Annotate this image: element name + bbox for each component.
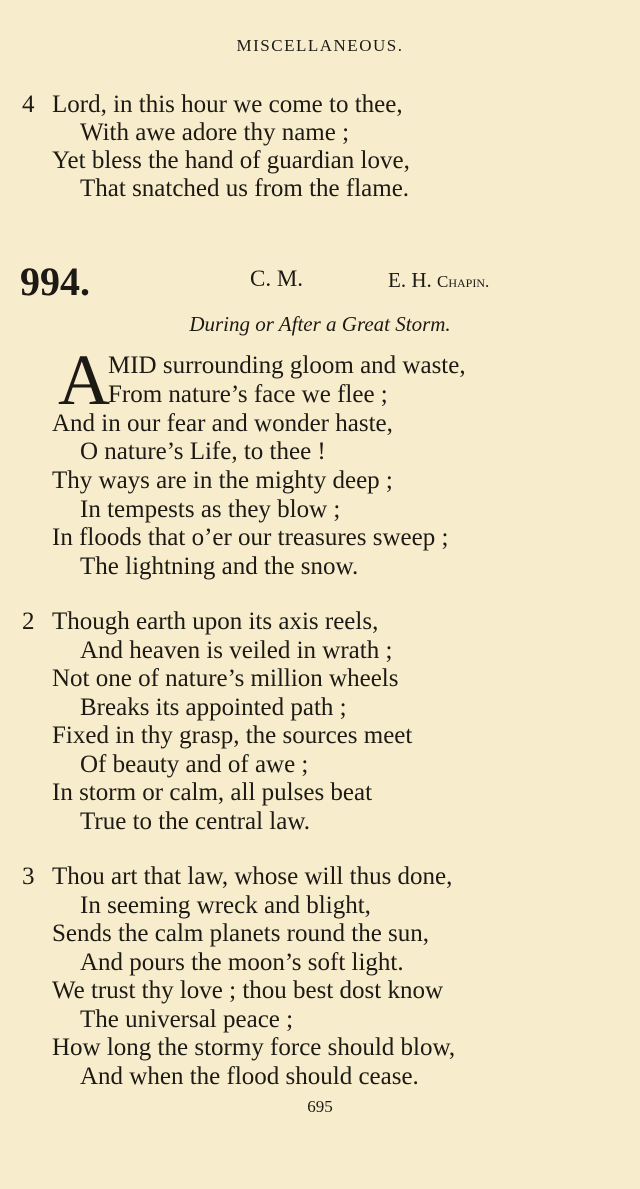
verse-line: True to the central law. bbox=[80, 808, 311, 835]
verse-line: O nature’s Life, to thee ! bbox=[80, 438, 326, 465]
stanza-number: 3 bbox=[22, 863, 35, 890]
hymn-meter: C. M. bbox=[250, 266, 304, 291]
verse-line: We trust thy love ; thou best dost know bbox=[52, 977, 444, 1004]
verse-line: Not one of nature’s million wheels bbox=[52, 665, 399, 692]
page-number: 695 bbox=[307, 1097, 333, 1116]
hymn-subtitle: During or After a Great Storm. bbox=[189, 312, 451, 336]
verse-line: In tempests as they blow ; bbox=[80, 496, 341, 523]
verse-line: In seeming wreck and blight, bbox=[80, 892, 371, 919]
verse-line: With awe adore thy name ; bbox=[80, 119, 350, 146]
author-initials: E. H. bbox=[388, 268, 432, 292]
verse-line: Fixed in thy grasp, the sources meet bbox=[52, 722, 413, 749]
verse-line: Though earth upon its axis reels, bbox=[52, 608, 379, 635]
verse-line: Of beauty and of awe ; bbox=[80, 751, 309, 778]
verse-line: From nature’s face we flee ; bbox=[108, 381, 388, 408]
verse-line: That snatched us from the flame. bbox=[80, 175, 410, 202]
verse-line: And in our fear and wonder haste, bbox=[52, 410, 393, 437]
drop-cap: A bbox=[58, 340, 110, 420]
stanza-number: 4 bbox=[22, 91, 35, 118]
hymn-number: 994. bbox=[20, 259, 90, 304]
verse-line: Thy ways are in the mighty deep ; bbox=[52, 467, 393, 494]
verse-line: In floods that o’er our treasures sweep ; bbox=[52, 524, 449, 551]
verse-line: Lord, in this hour we come to thee, bbox=[52, 91, 403, 118]
verse-line: In storm or calm, all pulses beat bbox=[52, 779, 373, 806]
stanza-number: 2 bbox=[22, 608, 35, 635]
verse-line: Yet bless the hand of guardian love, bbox=[52, 147, 410, 174]
verse-line: The universal peace ; bbox=[80, 1006, 294, 1033]
verse-line: Sends the calm planets round the sun, bbox=[52, 920, 430, 947]
hymn-author bbox=[388, 268, 489, 293]
verse-line: Breaks its appointed path ; bbox=[80, 694, 347, 721]
verse-line: Thou art that law, whose will thus done, bbox=[52, 863, 453, 890]
verse-line: The lightning and the snow. bbox=[80, 553, 359, 580]
verse-line: MID surrounding gloom and waste, bbox=[108, 352, 466, 379]
running-head: MISCELLANEOUS. bbox=[236, 36, 404, 55]
verse-line: And pours the moon’s soft light. bbox=[80, 949, 404, 976]
verse-line: And heaven is veiled in wrath ; bbox=[80, 637, 393, 664]
verse-line: How long the stormy force should blow, bbox=[52, 1034, 456, 1061]
author-surname: Chapin. bbox=[437, 272, 490, 291]
verse-line: And when the flood should cease. bbox=[80, 1063, 419, 1090]
